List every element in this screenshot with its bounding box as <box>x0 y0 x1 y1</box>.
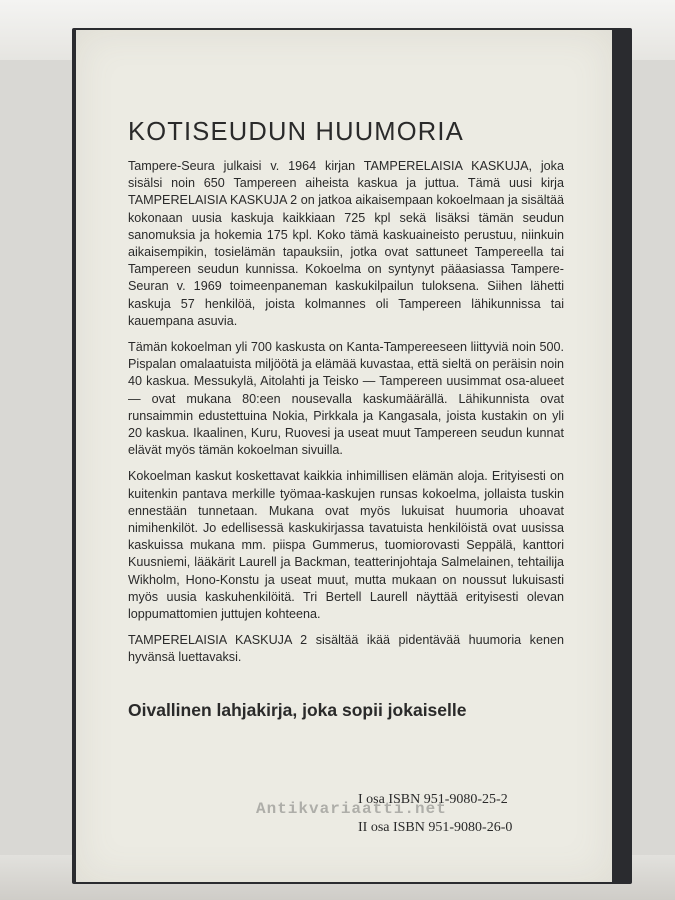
paragraph-2: Tämän kokoelman yli 700 kaskusta on Kanta-Tampereeseen liittyviä noin 500. Pispalan omalaatuista miljöötä ja elämää kuvastaa, että sieltä on peräisin noin 40 kaskua. Messukylä, Aitolahti ja Teisko — Tampereen uusimmat osa-alueet — ovat mukana 80:een nousevalla kaskumäärällä. Lähikunnista ovat runsaimmin edustettuina Nokia, Pirkkala ja Kangasala, joista kustakin on yli 20 kaskua. Ikaalinen, Kuru, Ruovesi ja useat muut Tampereen seudun kunnat elävät myös tämän kokoelman sivuilla. <box>128 340 564 458</box>
paragraph-3: Kokoelman kaskut koskettavat kaikkia inhimillisen elämän aloja. Erityisesti on kuitenkin pantava merkille työmaa-kaskujen runsas kokoelma, jollaista tuskin ennestään tunnetaan. Mukana ovat myös lukuisat huumoria uhoavat nimihenkilöt. Jo edellisessä kaskukirjassa tavatuista henkilöistä ovat uusissa kaskuissa mukana mm. piispa Gummerus, tuomiorovasti Seppälä, kanttori Kuusniemi, lääkärit Laurell ja Backman, teatterinjohtaja Salmelainen, tehtailija Wikholm, Hono-Konstu ja useat muut, mutta mukaan on noussut lukuisasti myös uusia kaskuhenkilöitä. Tri Bertell Laurell näyttää erityisesti olevan loppumattomien juttujen kohteena. <box>128 469 564 622</box>
paragraph-4: TAMPERELAISIA KASKUJA 2 sisältää ikää pidentävää huumoria kenen hyvänsä luettavaksi. <box>128 633 564 665</box>
cover-title: KOTISEUDUN HUUMORIA <box>128 118 464 146</box>
book-back-cover <box>76 30 612 882</box>
paragraph-1: Tampere-Seura julkaisi v. 1964 kirjan TAMPERELAISIA KASKUJA, joka sisälsi noin 650 Tampereen aiheista kaskua ja juttua. Tämä uusi kirja TAMPERELAISIA KASKUJA 2 on jatkoa aikaisempaan kokoelmaan ja sisältää kokonaan uusia kaskuja kaikkiaan 725 kpl sekä lisäksi tämän seudun sanomuksia ja hokemia 175 kpl. Koko tämä kaskuaineisto perustuu, niinkuin aikaisempikin, tosielämän tapauksiin, jotka ovat sattuneet Tampereella tai Tampereen seudun kunnissa. Kokoelma on syntynyt pääasiassa Tampere-Seuran v. 1969 toimeenpaneman kaskukilpailun tuloksena. Siihen lähetti kaskuja 57 henkilöä, joista kolmannes oli Tampereen lähikunnissa tai kauempana asuvia. <box>128 159 564 328</box>
tagline: Oivallinen lahjakirja, joka sopii jokaiselle <box>128 699 467 720</box>
cover-text-block <box>128 118 564 721</box>
isbn-volume-1: I osa ISBN 951-9080-25-2 <box>358 792 508 807</box>
watermark: Antikvariaatti.net <box>256 800 447 818</box>
isbn-volume-2: II osa ISBN 951-9080-26-0 <box>358 820 513 835</box>
